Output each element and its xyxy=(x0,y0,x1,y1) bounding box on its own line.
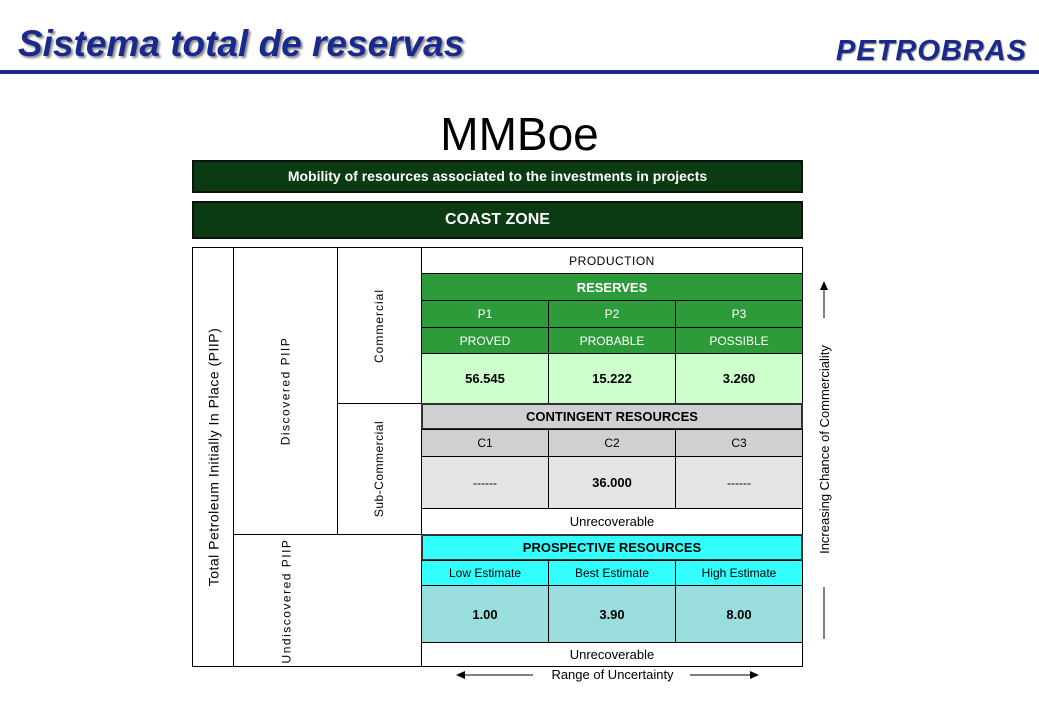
sub-commercial-axis xyxy=(337,403,422,535)
reserves-code-p2: P2 xyxy=(548,300,676,328)
contingent-header: CONTINGENT RESOURCES xyxy=(421,403,803,430)
reserves-code-p1: P1 xyxy=(421,300,549,328)
arrow-right-icon xyxy=(690,668,760,682)
commerciality-line xyxy=(814,585,834,640)
arrow-up-icon xyxy=(814,280,834,320)
prospective-value-best: 3.90 xyxy=(548,585,676,643)
commerciality-axis xyxy=(814,318,834,580)
petrobras-logo: PETROBRAS xyxy=(835,35,1027,67)
reserves-value-p1: 56.545 xyxy=(421,353,549,404)
prospective-value-low: 1.00 xyxy=(421,585,549,643)
reserves-header: RESERVES xyxy=(421,273,803,301)
discovered-axis xyxy=(233,247,338,535)
contingent-value-c2: 36.000 xyxy=(548,456,676,509)
production-row: PRODUCTION xyxy=(421,247,803,274)
undiscovered-axis xyxy=(233,534,422,667)
undiscovered-label: Undiscovered PIIP xyxy=(279,538,294,663)
commercial-label: Commercial xyxy=(372,288,387,363)
page-title: Sistema total de reservas xyxy=(18,23,465,64)
piip-label: Total Petroleum Initially In Place (PIIP) xyxy=(205,327,222,587)
unit-label: MMBoe xyxy=(440,108,599,160)
reserves-code-p3: P3 xyxy=(675,300,803,328)
reserves-label-proved: PROVED xyxy=(421,327,549,354)
contingent-code-c1: C1 xyxy=(421,429,549,457)
contingent-code-c2: C2 xyxy=(548,429,676,457)
piip-axis xyxy=(192,247,234,667)
unrecoverable-undiscovered: Unrecoverable xyxy=(421,642,803,667)
uncertainty-label: Range of Uncertainty xyxy=(551,667,674,682)
reserves-label-possible: POSSIBLE xyxy=(675,327,803,354)
prospective-label-best: Best Estimate xyxy=(548,560,676,586)
sub-commercial-label: Sub-Commercial xyxy=(372,420,387,518)
contingent-value-c3: ------ xyxy=(675,456,803,509)
reserves-value-p2: 15.222 xyxy=(548,353,676,404)
header-divider xyxy=(0,70,1039,74)
commercial-axis xyxy=(337,247,422,404)
discovered-label: Discovered PIIP xyxy=(278,336,293,446)
commerciality-label: Increasing Chance of Commerciality xyxy=(816,344,832,554)
prospective-header: PROSPECTIVE RESOURCES xyxy=(421,534,803,561)
prospective-label-low: Low Estimate xyxy=(421,560,549,586)
unrecoverable-discovered: Unrecoverable xyxy=(421,508,803,535)
prospective-label-high: High Estimate xyxy=(675,560,803,586)
mobility-banner: Mobility of resources associated to the investments in projects xyxy=(192,160,803,193)
prospective-value-high: 8.00 xyxy=(675,585,803,643)
contingent-value-c1: ------ xyxy=(421,456,549,509)
zone-banner: COAST ZONE xyxy=(192,201,803,239)
reserves-label-probable: PROBABLE xyxy=(548,327,676,354)
arrow-left-icon xyxy=(455,668,535,682)
contingent-code-c3: C3 xyxy=(675,429,803,457)
reserves-value-p3: 3.260 xyxy=(675,353,803,404)
